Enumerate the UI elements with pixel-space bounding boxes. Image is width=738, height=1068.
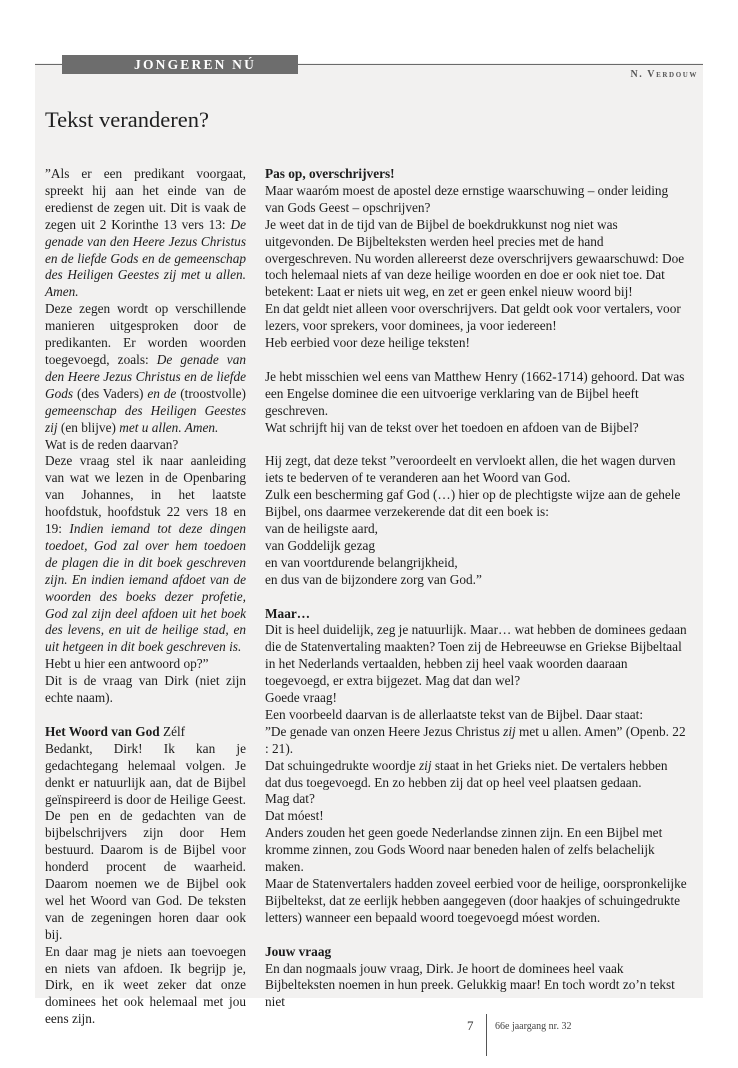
paragraph: Goede vraag! bbox=[265, 690, 337, 706]
paragraph: Dit is heel duidelijk, zeg je natuurlijk. Maar… wat hebben de dominees gedaan die de Statenvertaling maakten? Toen zij de Hebreeuwse en Griekse Bijbeltaal in het Nederlands vertaalden, hebben zij heel vaak woorden daaraan toegevoegd, er extra bijgezet. Mag dat dan wel? bbox=[265, 622, 687, 689]
paragraph: Je hebt misschien wel eens van Matthew Henry (1662-1714) gehoord. Dat was een Engelse dominee die een uitvoerige verklaring van de Bijbel heeft geschreven. bbox=[265, 368, 685, 418]
paragraph: Wat schrijft hij van de tekst over het toedoen en afdoen van de Bijbel? bbox=[265, 419, 639, 435]
paragraph: ”Als er een predikant voorgaat, spreekt hij aan het einde van de eredienst de zegen uit. Dit is vaak de zegen uit 2 Korinthe 13 vers 13: De genade van den Heere Jezus Christus en de liefde Gods en de gemeenschap des Heiligen Geestes zij met u allen. Amen. bbox=[45, 166, 246, 300]
paragraph: En daar mag je niets aan toevoegen en niets van afdoen. Ik begrijp je, Dirk, en ik weet zeker dat onze dominees het ook helemaal met jou eens zijn. bbox=[45, 943, 246, 1027]
section-header: JONGEREN NÚ bbox=[62, 55, 298, 74]
subheading: Het Woord van God Zélf bbox=[45, 723, 186, 739]
footer-divider bbox=[486, 1014, 487, 1056]
paragraph: Bedankt, Dirk! Ik kan je gedachtegang helemaal volgen. Je denkt er natuurlijk aan, dat de Bijbel geïnspireerd is door de Heilige Geest. De pen en de gedachten van de bijbelschrijvers zijn door Hem bestuurd. Daarom is de Bijbel voor honderd procent de waarheid. Daarom noemen we de Bijbel ook wel het Woord van God. De teksten van de zegeningen horen daar ook bij. bbox=[45, 740, 246, 942]
subheading: Pas op, overschrijvers! bbox=[265, 166, 395, 181]
paragraph: Dat schuingedrukte woordje zij staat in het Grieks niet. De vertalers hebben dat dus toegevoegd. En zo hebben zij dat op heel veel plaatsen gedaan. bbox=[265, 757, 668, 790]
quote-line: van de heiligste aard, bbox=[265, 521, 378, 536]
paragraph: En dan nogmaals jouw vraag, Dirk. Je hoort de dominees heel vaak Bijbelteksten noemen in hun preek. Gelukkig maar! En toch wordt zo’n tekst niet bbox=[265, 960, 675, 1010]
paragraph: Heb eerbied voor deze heilige teksten! bbox=[265, 335, 470, 351]
right-column bbox=[265, 166, 687, 1011]
left-column bbox=[45, 166, 246, 1028]
paragraph: Mag dat? bbox=[265, 791, 315, 807]
paragraph: Zulk een bescherming gaf God (…) hier op de plechtigste wijze aan de gehele Bijbel, ons daarmee verzekerende dat dit een boek is: bbox=[265, 487, 681, 520]
paragraph: Deze vraag stel ik naar aanleiding van wat we lezen in de Openbaring van Johannes, in het laatste hoofdstuk, hoofdstuk 22 vers 18 en 19: Indien iemand tot deze dingen toedoet, God zal over hem toedoen de plagen die in dit boek geschreven zijn. En indien iemand afdoet van de woorden des boeks dezer profetie, God zal zijn deel afdoen uit het boek des levens, en uit de heilige stad, en uit hetgeen in dit boek geschreven is. bbox=[45, 453, 246, 655]
paragraph: Maar de Statenvertalers hadden zoveel eerbied voor de heilige, oorspronkelijke Bijbeltekst, dat ze eerlijk hebben aangegeven (door haakjes of schuingedrukte letters) wanneer een bepaald woord toegevoegd móest worden. bbox=[265, 876, 687, 925]
paragraph: Een voorbeeld daarvan is de allerlaatste tekst van de Bijbel. Daar staat: bbox=[265, 706, 644, 722]
quote-line: en van voortdurende belangrijkheid, bbox=[265, 554, 458, 570]
article-title: Tekst veranderen? bbox=[45, 107, 209, 132]
paragraph: Deze zegen wordt op verschillende manieren uitgesproken door de predikanten. Er worden woorden toegevoegd, zoals: De genade van den Heere Jezus Christus en de liefde Gods (des Vaders) en de (troostvolle) gemeenschap des Heiligen Geestes zij (en blijve) met u allen. Amen. bbox=[45, 301, 246, 435]
paragraph: Maar waaróm moest de apostel deze ernstige waarschuwing – onder leiding van Gods Geest – opschrijven? bbox=[265, 182, 669, 215]
paragraph: Dit is de vraag van Dirk (niet zijn echte naam). bbox=[45, 673, 246, 706]
issue-info: 66e jaargang nr. 32 bbox=[495, 1021, 572, 1032]
paragraph: ”De genade van onzen Heere Jezus Christus zij met u allen. Amen” (Openb. 22 : 21). bbox=[265, 723, 686, 756]
paragraph: Wat is de reden daarvan? bbox=[45, 436, 179, 452]
paragraph: Anders zouden het geen goede Nederlandse zinnen zijn. En een Bijbel met kromme zinnen, zou Gods Woord naar beneden halen of zelfs belachelijk maken. bbox=[265, 825, 663, 875]
quote-line: van Goddelijk gezag bbox=[265, 537, 376, 553]
paragraph: Je weet dat in de tijd van de Bijbel de boekdrukkunst nog niet was uitgevonden. De Bijbelteksten werden heel precies met de hand overgeschreven. Nu worden allereerst deze overschrijvers gewaarschuwd: Doe toch helemaal niets af van deze heilige woorden en doe er ook niet toe. Dat betekent: Laat er niets uit weg, en zet er geen enkel nieuw woord bij! bbox=[265, 216, 685, 300]
paragraph: En dat geldt niet alleen voor overschrijvers. Dat geldt ook voor vertalers, voor lezers, voor sprekers, voor dominees, ja voor iedereen! bbox=[265, 301, 681, 334]
paragraph: Hij zegt, dat deze tekst ”veroordeelt en vervloekt allen, die het wagen durven iets te bederven of te veranderen aan het Woord van God. bbox=[265, 453, 676, 486]
paragraph: Hebt u hier een antwoord op?” bbox=[45, 656, 209, 672]
paragraph: Dat móest! bbox=[265, 808, 324, 824]
subheading: Jouw vraag bbox=[265, 943, 332, 959]
page-number: 7 bbox=[467, 1018, 474, 1033]
author-name: N. Verdouw bbox=[630, 69, 698, 80]
subheading: Maar… bbox=[265, 605, 311, 621]
quote-line: en dus van de bijzondere zorg van God.” bbox=[265, 571, 482, 587]
